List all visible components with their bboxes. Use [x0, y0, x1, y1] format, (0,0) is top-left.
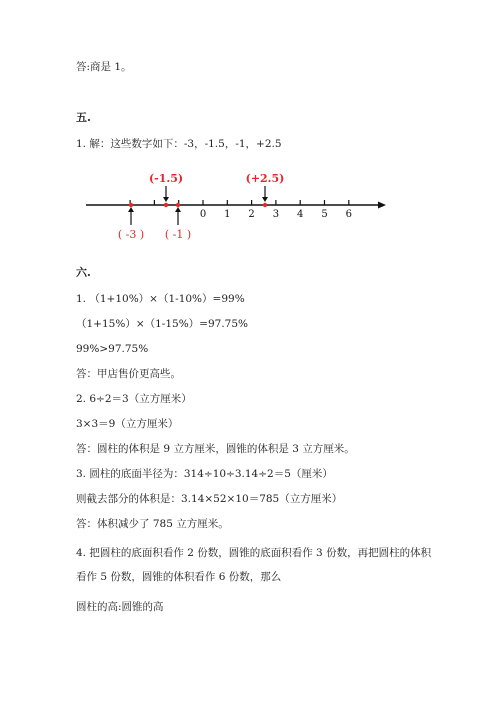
tick-label-0: 0	[199, 209, 207, 220]
tick-label-6: 6	[345, 209, 352, 220]
arrow-neg-3-head	[128, 207, 134, 212]
arrow-neg-1-head	[175, 207, 181, 212]
s6-line-4: 答：甲店售价更高些。	[76, 368, 181, 380]
s6-line-11: 4. 把圆柱的底面积看作 2 份数，圆锥的底面积看作 3 份数，再把圆柱的体积看作 5 份数，圆锥的体积看作 6 份数，那么	[76, 547, 432, 583]
s6-line-2: （1+15%）×（1-15%）=97.75%	[76, 318, 249, 330]
s6-line-3: 99%>97.75%	[76, 343, 149, 355]
s6-line-7: 答：圆柱的体积是 9 立方厘米，圆锥的体积是 3 立方厘米。	[76, 443, 355, 455]
tick-label-3: 3	[272, 209, 280, 220]
answer-top: 答:商是 1。	[76, 61, 132, 73]
s6-line-8: 3. 圆柱的底面半径为：314÷10÷3.14÷2＝5（厘米）	[76, 468, 333, 480]
label-neg-1-5: (-1.5)	[148, 172, 184, 185]
tick-label-1: 1	[224, 209, 231, 220]
label-neg-3: ( -3 )	[117, 228, 145, 241]
point-pos-2-5	[263, 203, 267, 207]
label-pos-2-5: (+2.5)	[245, 172, 285, 185]
point-neg-3	[129, 203, 133, 207]
label-neg-1: ( -1 )	[164, 228, 192, 241]
s6-line-12: 圆柱的高:圆锥的高	[76, 601, 164, 613]
arrow-pos-2-5-head	[262, 197, 268, 202]
section5-q1: 1. 解：这些数字如下：-3，-1.5，-1，+2.5	[76, 138, 282, 150]
tick-label-4: 4	[297, 209, 304, 220]
section5-title: 五.	[76, 111, 91, 124]
tick-label-5: 5	[321, 209, 328, 220]
section6-title: 六.	[76, 266, 91, 279]
axis-arrow	[378, 202, 386, 209]
number-line-figure	[76, 165, 396, 245]
s6-line-5: 2. 6÷2＝3（立方厘米）	[76, 393, 192, 405]
s6-line-1: 1. （1+10%）×（1-10%）=99%	[76, 293, 245, 305]
tick-label-2: 2	[248, 209, 255, 220]
arrow-neg-1-5-head	[163, 197, 169, 202]
s6-line-9: 则截去部分的体积是：3.14×52×10＝785（立方厘米）	[76, 493, 343, 505]
point-neg-1	[176, 203, 180, 207]
s6-line-10: 答：体积减少了 785 立方厘米。	[76, 518, 229, 530]
s6-line-6: 3×3＝9（立方厘米）	[76, 418, 179, 430]
point-neg-1-5	[164, 203, 168, 207]
